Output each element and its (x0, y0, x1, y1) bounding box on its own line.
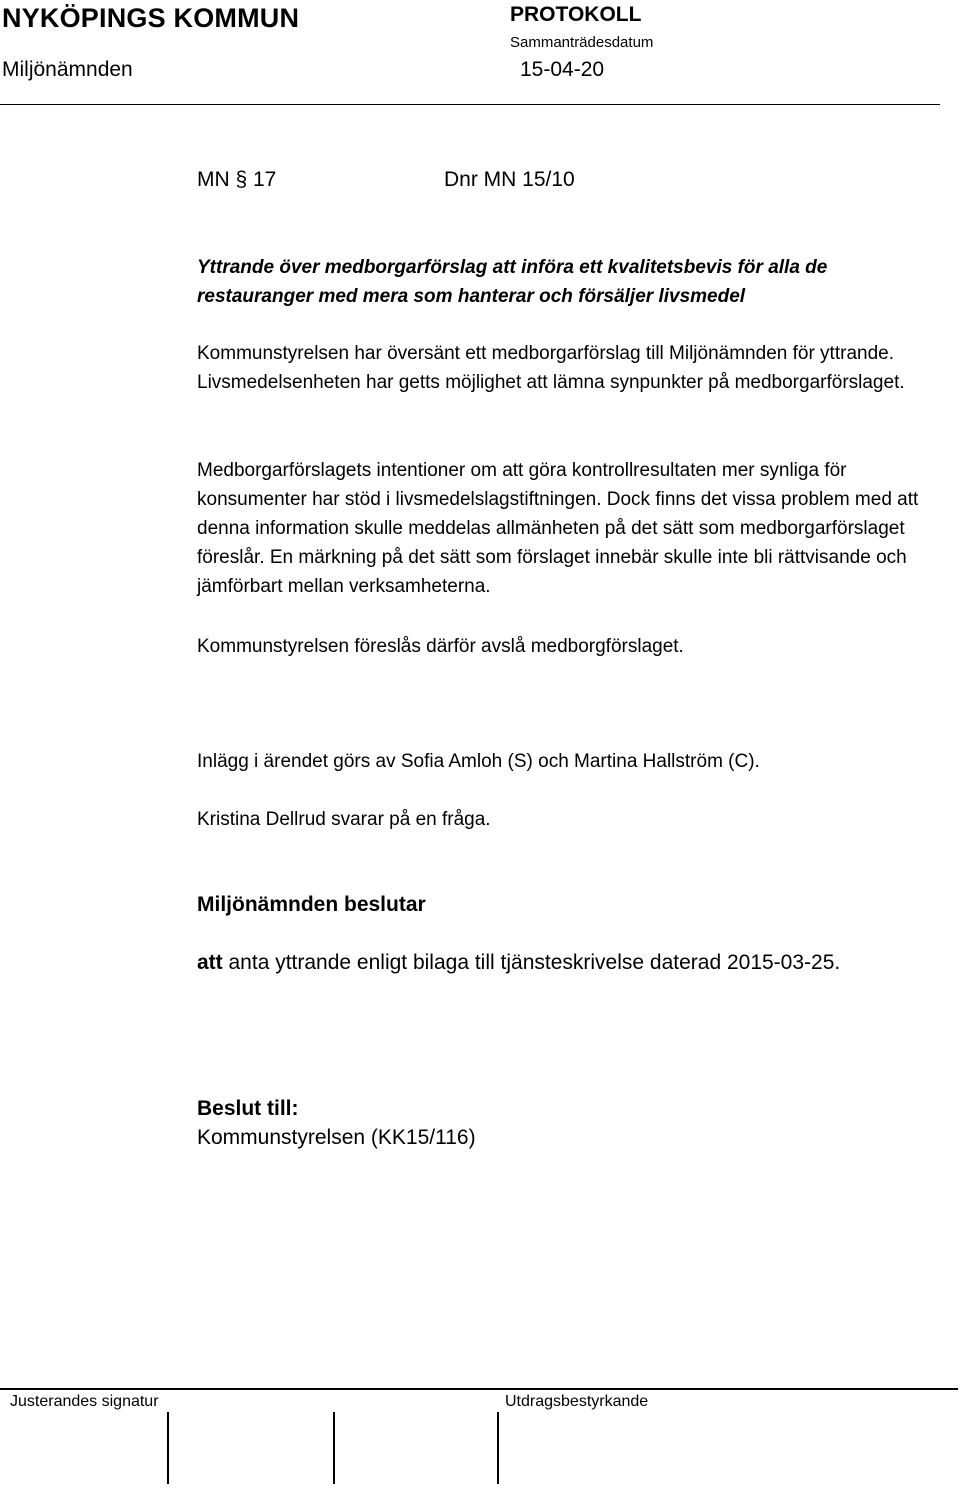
document-type: PROTOKOLL (510, 3, 642, 26)
case-paragraph-number: MN § 17 (197, 168, 277, 191)
sent-to-heading: Beslut till: (197, 1097, 299, 1120)
signature-box-divider (497, 1412, 499, 1484)
signature-box-divider (333, 1412, 335, 1484)
footer-rule (0, 1388, 168, 1390)
header-divider (0, 104, 940, 105)
organization-name: NYKÖPINGS KOMMUN (2, 3, 300, 33)
meeting-date: 15-04-20 (520, 58, 605, 81)
body-paragraph: Medborgarförslagets intentioner om att göra kontrollresultaten mer synliga för konsumenter har stöd i livsmedelslagstiftningen. Dock finns det vissa problem med att denna information skulle meddelas allmänheten på det sätt som medborgarförslaget föreslår. En märkning på det sätt som förslaget innebär skulle inte bli rättvisande och jämförbart mellan verksamheterna. (197, 460, 919, 597)
decision-text: anta yttrande enligt bilaga till tjänsteskrivelse daterad 2015-03-25. (222, 951, 841, 974)
meeting-date-label: Sammanträdesdatum (510, 34, 654, 51)
body-paragraph: Kristina Dellrud svarar på en fråga. (197, 809, 491, 830)
case-diary-number: Dnr MN 15/10 (444, 168, 575, 191)
body-paragraph: Kommunstyrelsen har översänt ett medborgarförslag till Miljönämnden för yttrande. Livsmedelsenheten har getts möjlighet att lämna synpunkter på medborgarförslaget. (197, 343, 905, 393)
signature-box-divider (167, 1412, 169, 1484)
decision-keyword: att (197, 951, 223, 974)
case-title: Yttrande över medborgarförslag att införa ett kvalitetsbevis för alla de restauranger med mera som hanterar och försäljer livsmedel (197, 257, 828, 307)
decision-heading: Miljönämnden beslutar (197, 893, 426, 916)
signature-label: Justerandes signatur (10, 1393, 159, 1410)
footer-rule (168, 1388, 958, 1390)
board-name: Miljönämnden (2, 58, 133, 81)
sent-to-recipient: Kommunstyrelsen (KK15/116) (197, 1126, 476, 1149)
body-paragraph: Inlägg i ärendet görs av Sofia Amloh (S) och Martina Hallström (C). (197, 751, 760, 772)
body-paragraph: Kommunstyrelsen föreslås därför avslå medborgförslaget. (197, 636, 684, 657)
extract-label: Utdragsbestyrkande (505, 1393, 649, 1410)
decision-statement (197, 951, 840, 975)
